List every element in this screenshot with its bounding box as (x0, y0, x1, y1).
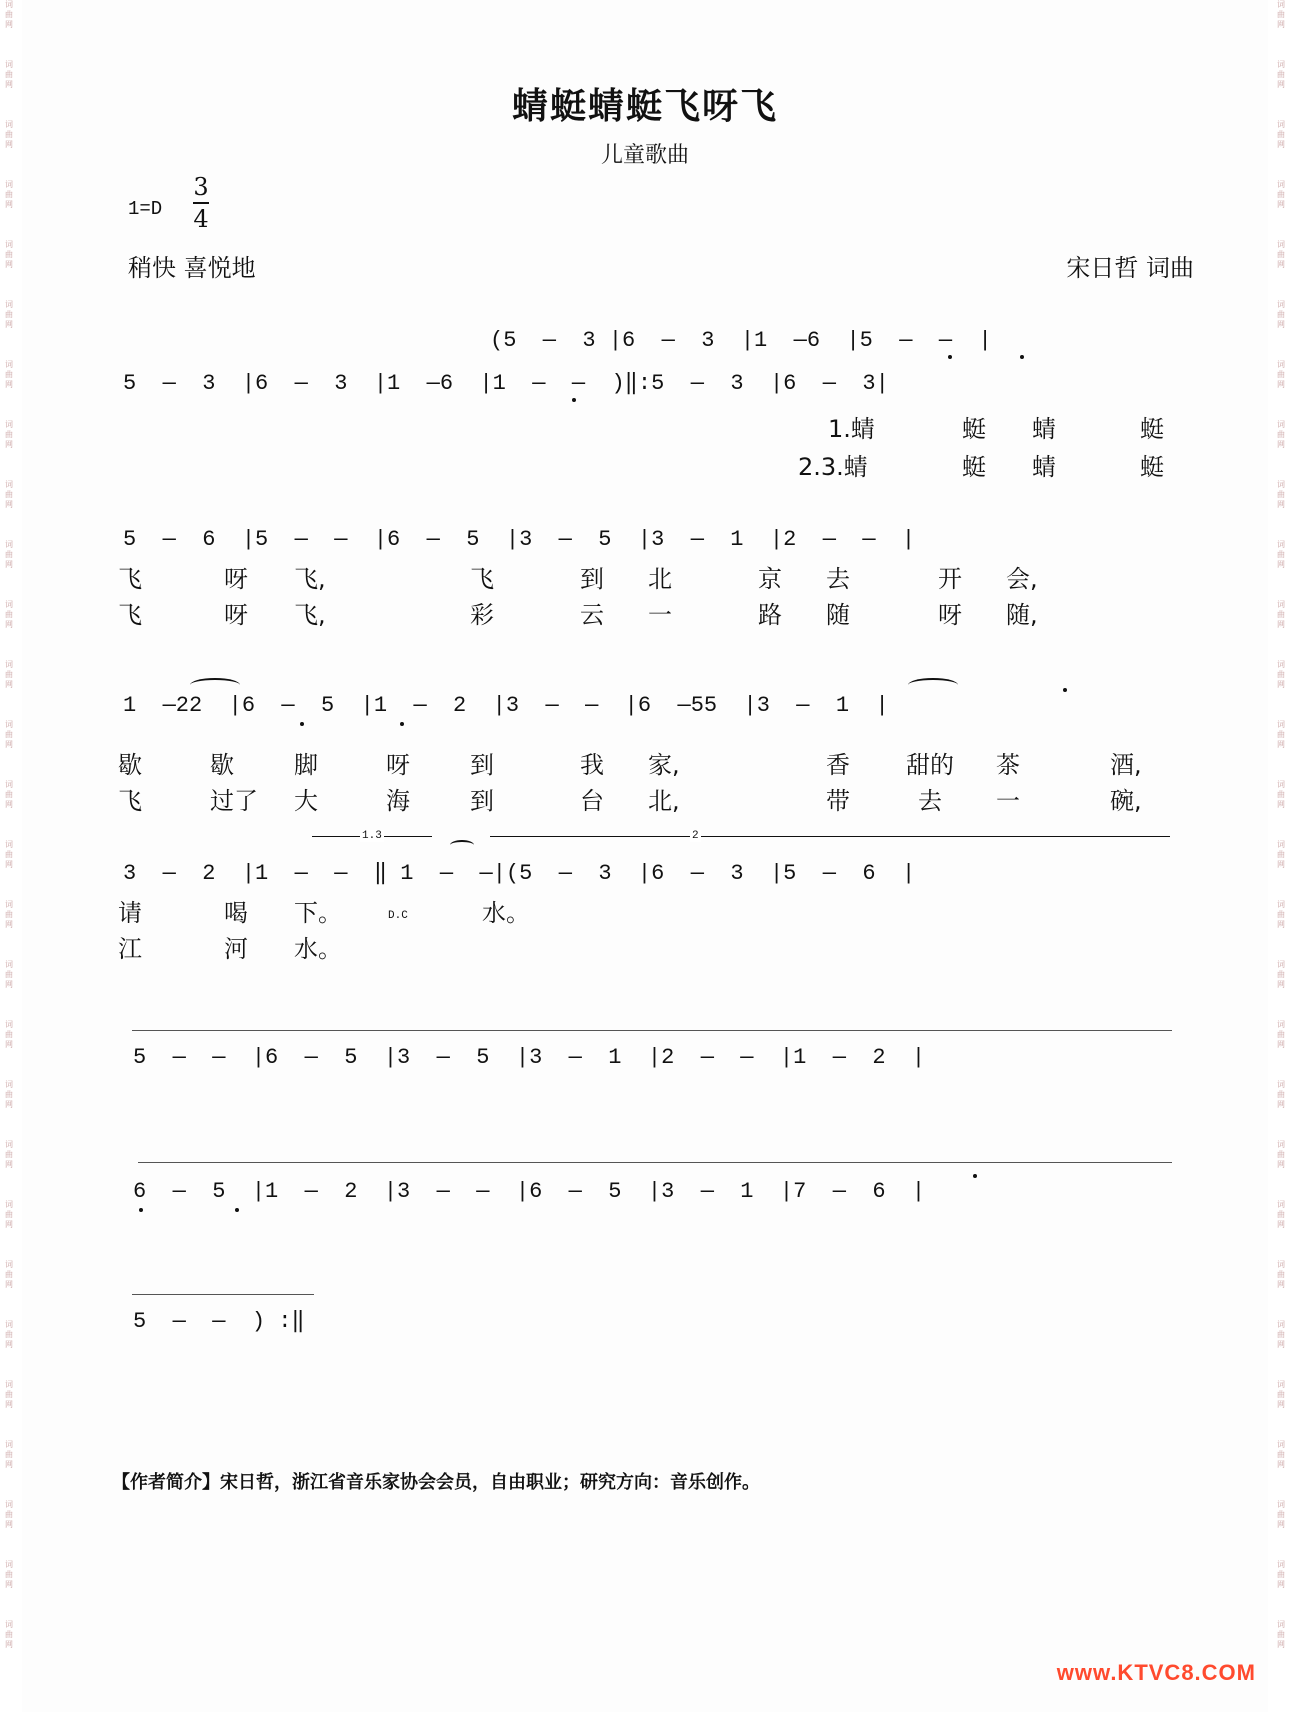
side-mark-glyph: 词曲网 (5, 960, 13, 989)
side-mark-glyph: 词曲网 (1277, 600, 1285, 629)
side-mark-glyph: 词曲网 (5, 1500, 13, 1529)
lyric: 飞, (294, 565, 326, 593)
side-mark-glyph: 词曲网 (5, 1140, 13, 1169)
side-mark-glyph: 词曲网 (1277, 1320, 1285, 1349)
low-octave-dot (235, 1208, 239, 1212)
lyric: 随 (826, 601, 850, 629)
side-mark-glyph: 词曲网 (5, 1200, 13, 1229)
side-mark-glyph: 词曲网 (1277, 1560, 1285, 1589)
lyric: 下。 (294, 899, 342, 927)
lyric: 飞 (118, 787, 142, 815)
side-mark-glyph: 词曲网 (5, 900, 13, 929)
row4-notes: 1 —22 |6 — 5 |1 — 2 |3 — — |6 —55 |3 — 1 | (123, 693, 889, 718)
lyric: 茶 (996, 751, 1020, 779)
side-mark-glyph: 词曲网 (5, 300, 13, 329)
lyric: 歇 (210, 751, 234, 779)
side-mark-glyph: 词曲网 (5, 360, 13, 389)
side-mark-glyph: 词曲网 (1277, 0, 1285, 29)
lyric: 海 (386, 787, 410, 815)
lyric: 蜻 (1032, 415, 1056, 443)
side-mark-glyph: 词曲网 (5, 420, 13, 449)
row5-notes: 3 — 2 |1 — — ‖ 1 — —|(5 — 3 |6 — 3 |5 — 6 | (123, 861, 916, 886)
lyric: 云 (580, 601, 604, 629)
side-mark-glyph: 词曲网 (1277, 1200, 1285, 1229)
high-octave-dot (973, 1174, 977, 1178)
lyric: 请 (118, 899, 142, 927)
lyric: 去 (826, 565, 850, 593)
volta-label-2: 2 (692, 830, 699, 842)
side-mark-glyph: 词曲网 (1277, 480, 1285, 509)
low-octave-dot (1020, 355, 1024, 359)
time-numerator: 3 (193, 173, 209, 201)
score-row-1 (120, 325, 1180, 357)
side-mark-glyph: 词曲网 (1277, 840, 1285, 869)
side-mark-glyph: 词曲网 (5, 60, 13, 89)
time-bar (193, 202, 209, 204)
lyric: 一 (996, 787, 1020, 815)
side-mark-glyph: 词曲网 (5, 1260, 13, 1289)
lyric: 1.蜻 (828, 415, 875, 443)
key-signature: 1=D (128, 198, 163, 220)
lyric: 我 (580, 751, 604, 779)
dc-marking: D.C (388, 910, 408, 922)
lyric: 甜的 (906, 751, 954, 779)
score-row-2 (120, 368, 1180, 400)
side-mark-glyph: 词曲网 (5, 660, 13, 689)
side-mark-glyph: 词曲网 (1277, 60, 1285, 89)
side-mark-glyph: 词曲网 (5, 720, 13, 749)
lyric: 大 (294, 787, 318, 815)
side-mark-glyph: 词曲网 (5, 840, 13, 869)
lyric: 呀 (224, 565, 248, 593)
low-octave-dot (400, 722, 404, 726)
side-mark-glyph: 词曲网 (1277, 120, 1285, 149)
lyric: 呀 (224, 601, 248, 629)
lyric: 蜓 (962, 415, 986, 443)
side-mark-glyph: 词曲网 (1277, 1260, 1285, 1289)
side-mark-glyph: 词曲网 (5, 120, 13, 149)
row5-lyrics-verse-2 (110, 932, 1190, 966)
lyric: 一 (648, 601, 672, 629)
lyric: 河 (224, 935, 248, 963)
low-octave-dot (572, 398, 576, 402)
lyric: 碗, (1110, 787, 1142, 815)
lyric: 到 (580, 565, 604, 593)
row3-lyrics-verse-1 (110, 562, 1190, 596)
lyric: 呀 (938, 601, 962, 629)
side-mark-glyph: 词曲网 (5, 180, 13, 209)
verse-2-intro-lyrics (110, 450, 1190, 484)
lyric: 水。 (294, 935, 342, 963)
volta-bracket-line (138, 1162, 1172, 1163)
row4-lyrics-verse-2 (110, 784, 1190, 818)
side-mark-glyph: 词曲网 (5, 1020, 13, 1049)
side-mark-glyph: 词曲网 (1277, 960, 1285, 989)
time-signature (193, 174, 209, 232)
high-octave-dot (1063, 688, 1067, 692)
side-mark-glyph: 词曲网 (1277, 1020, 1285, 1049)
lyric: 会, (1006, 565, 1038, 593)
lyric: 到 (470, 751, 494, 779)
side-watermark-right (1274, 0, 1288, 1712)
lyric: 路 (758, 601, 782, 629)
score-row-8 (120, 1306, 1180, 1338)
row2-notes: 5 — 3 |6 — 3 |1 —6 |1 — — )‖:5 — 3 |6 — 3| (123, 371, 889, 396)
song-title: 蜻蜓蜻蜓飞呀飞 (511, 85, 778, 127)
side-mark-glyph: 词曲网 (5, 600, 13, 629)
side-mark-glyph: 词曲网 (5, 1320, 13, 1349)
lyric: 北 (648, 565, 672, 593)
row3-lyrics-verse-2 (110, 598, 1190, 632)
lyric: 彩 (470, 601, 494, 629)
side-mark-glyph: 词曲网 (1277, 420, 1285, 449)
side-mark-glyph: 词曲网 (5, 540, 13, 569)
side-mark-glyph: 词曲网 (1277, 1140, 1285, 1169)
low-octave-dot (948, 355, 952, 359)
low-octave-dot (300, 722, 304, 726)
volta-bracket-line (132, 1030, 1172, 1031)
side-mark-glyph: 词曲网 (5, 1440, 13, 1469)
side-mark-glyph: 词曲网 (1277, 1500, 1285, 1529)
side-mark-glyph: 词曲网 (1277, 1620, 1285, 1649)
side-mark-glyph: 词曲网 (5, 1380, 13, 1409)
watermark-link[interactable]: www.KTVC8.COM (1056, 1660, 1256, 1685)
side-mark-glyph: 词曲网 (1277, 720, 1285, 749)
side-watermark-left (2, 0, 16, 1712)
lyric: 呀 (386, 751, 410, 779)
side-mark-glyph: 词曲网 (1277, 900, 1285, 929)
low-octave-dot (139, 1208, 143, 1212)
side-mark-glyph: 词曲网 (5, 780, 13, 809)
row5-lyrics-verse-1 (110, 896, 1190, 930)
lyric: 香 (826, 751, 850, 779)
lyric: 飞 (470, 565, 494, 593)
lyric: 2.3.蜻 (798, 453, 868, 481)
score-row-6 (120, 1042, 1180, 1074)
lyric: 水。 (482, 899, 530, 927)
row4-lyrics-verse-1 (110, 748, 1190, 782)
score-row-3 (120, 524, 1180, 556)
song-subtitle: 儿童歌曲 (600, 143, 689, 168)
tempo-marking: 稍快 喜悦地 (128, 254, 256, 282)
fermata-icon (450, 840, 474, 850)
side-mark-glyph: 词曲网 (1277, 780, 1285, 809)
lyric: 京 (758, 565, 782, 593)
score-row-4 (120, 690, 1180, 722)
side-mark-glyph: 词曲网 (5, 1560, 13, 1589)
side-mark-glyph: 词曲网 (1277, 540, 1285, 569)
lyric: 蜓 (1140, 453, 1164, 481)
row8-notes: 5 — — ) :‖ (133, 1309, 305, 1334)
lyric: 喝 (224, 899, 248, 927)
side-mark-glyph: 词曲网 (1277, 1080, 1285, 1109)
side-mark-glyph: 词曲网 (1277, 660, 1285, 689)
side-mark-glyph: 词曲网 (1277, 360, 1285, 389)
lyric: 江 (118, 935, 142, 963)
lyric: 脚 (294, 751, 318, 779)
author-note: 【作者简介】宋日哲，浙江省音乐家协会会员，自由职业；研究方向：音乐创作。 (112, 1472, 760, 1493)
lyric: 带 (826, 787, 850, 815)
score-row-5 (120, 858, 1180, 890)
lyric: 开 (938, 565, 962, 593)
side-mark-glyph: 词曲网 (5, 1080, 13, 1109)
volta-label-1: 1.3 (362, 830, 382, 842)
row6-notes: 5 — — |6 — 5 |3 — 5 |3 — 1 |2 — — |1 — 2 | (133, 1045, 926, 1070)
volta-bracket-line (132, 1294, 314, 1295)
side-mark-glyph: 词曲网 (5, 1620, 13, 1649)
lyric: 到 (470, 787, 494, 815)
lyric: 过了 (210, 787, 258, 815)
side-mark-glyph: 词曲网 (1277, 240, 1285, 269)
score-row-7 (120, 1176, 1180, 1208)
row3-notes: 5 — 6 |5 — — |6 — 5 |3 — 5 |3 — 1 |2 — — | (123, 527, 916, 552)
time-denominator: 4 (193, 205, 209, 233)
composer-credit: 宋日哲 词曲 (1066, 254, 1194, 282)
lyric: 歇 (118, 751, 142, 779)
lyric: 家, (648, 751, 680, 779)
lyric: 飞, (294, 601, 326, 629)
lyric: 台 (580, 787, 604, 815)
lyric: 去 (918, 787, 942, 815)
side-mark-glyph: 词曲网 (1277, 180, 1285, 209)
lyric: 蜓 (1140, 415, 1164, 443)
lyric: 飞 (118, 601, 142, 629)
lyric: 蜻 (1032, 453, 1056, 481)
volta-bracket-2 (490, 836, 1170, 837)
lyric: 飞 (118, 565, 142, 593)
side-mark-glyph: 词曲网 (1277, 300, 1285, 329)
side-mark-glyph: 词曲网 (1277, 1440, 1285, 1469)
side-mark-glyph: 词曲网 (5, 0, 13, 29)
lyric: 北, (648, 787, 680, 815)
side-mark-glyph: 词曲网 (5, 480, 13, 509)
side-mark-glyph: 词曲网 (1277, 1380, 1285, 1409)
row1-notes: (5 — 3 |6 — 3 |1 —6 |5 — — | (490, 328, 992, 353)
lyric: 蜓 (962, 453, 986, 481)
lyric: 随, (1006, 601, 1038, 629)
verse-1-intro-lyrics (110, 412, 1190, 446)
side-mark-glyph: 词曲网 (5, 240, 13, 269)
lyric: 酒, (1110, 751, 1142, 779)
row7-notes: 6 — 5 |1 — 2 |3 — — |6 — 5 |3 — 1 |7 — 6 | (133, 1179, 926, 1204)
